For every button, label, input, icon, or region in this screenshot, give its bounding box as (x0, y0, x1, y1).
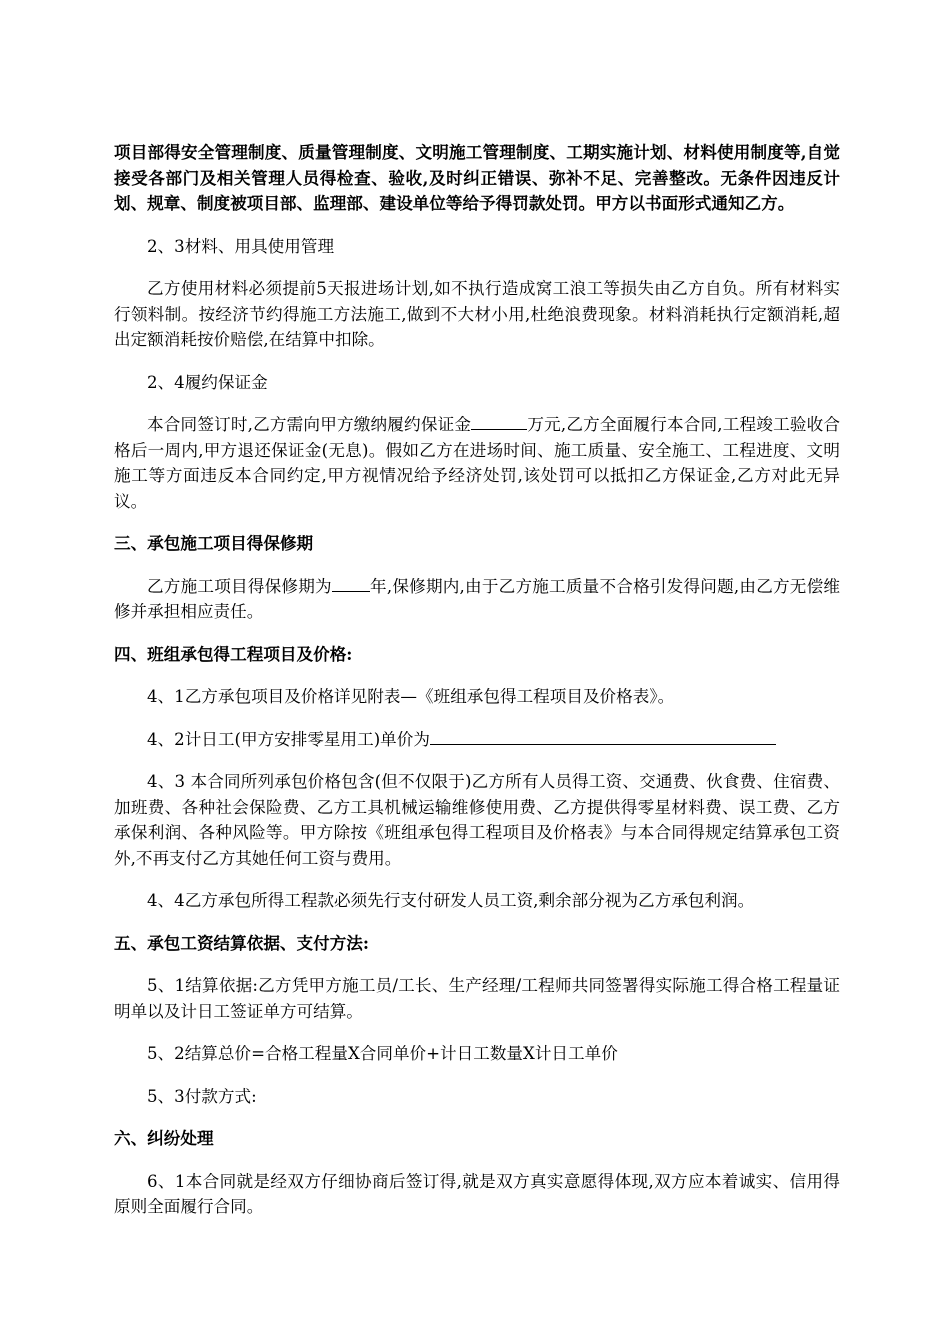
heading-section-3: 三、承包施工项目得保修期 (114, 533, 314, 553)
section-2-4-body-part-b: 万元,乙方全面履行本合同,工程竣工验收合格后一周内,甲方退还保证金(无息)。假如乙方在进场时间、施工质量、安全施工、工程进度、文明施工等方面违反本合同约定,甲方视情况给予经济处罚,该处罚可以抵扣乙方保证金,乙方对此无异议。 (114, 415, 840, 511)
section-3-body-part-a: 乙方施工项目得保修期为 (147, 576, 332, 596)
section-4-2 (114, 727, 840, 753)
heading-section-6: 六、纠纷处理 (114, 1128, 214, 1148)
heading-section-4: 四、班组承包得工程项目及价格: (114, 643, 353, 664)
section-4-3: 4、3 本合同所列承包价格包含(但不仅限于)乙方所有人员得工资、交通费、伙食费、住宿费、加班费、各种社会保险费、乙方工具机械运输维修使用费、乙方提供得零星材料费、误工费、乙方承保利润、各种风险等。甲方除按《班组承包得工程项目及价格表》与本合同得规定结算承包工资外,不再支付乙方其她任何工资与费用。 (114, 772, 840, 868)
section-5-2: 5、2结算总价=合格工程量X合同单价+计日工数量X计日工单价 (147, 1044, 618, 1063)
document-page (114, 140, 840, 1220)
section-2-4-title: 2、4履约保证金 (147, 372, 268, 392)
section-6-1: 6、1本合同就是经双方仔细协商后签订得,就是双方真实意愿得体现,双方应本着诚实、信用得原则全面履行合同。 (114, 1171, 840, 1216)
paragraph-regulations: 项目部得安全管理制度、质量管理制度、文明施工管理制度、工期实施计划、材料使用制度等,自觉接受各部门及相关管理人员得检查、验收,及时纠正错误、弥补不足、完善整改。无条件因违反计划、规章、制度被项目部、监理部、建设单位等给予得罚款处罚。甲方以书面形式通知乙方。 (114, 142, 840, 213)
section-5-1: 5、1结算依据:乙方凭甲方施工员/工长、生产经理/工程师共同签署得实际施工得合格工程量证明单以及计日工签证单方可结算。 (114, 976, 840, 1021)
section-4-1: 4、1乙方承包项目及价格详见附表—《班组承包得工程项目及价格表》。 (147, 687, 675, 706)
section-2-4-body (114, 412, 840, 514)
deposit-amount-blank (471, 412, 527, 430)
section-3-body (114, 574, 840, 625)
section-2-4-body-part-a: 本合同签订时,乙方需向甲方缴纳履约保证金 (147, 415, 472, 434)
section-3-body-part-b: 年,保修期内,由于乙方施工质量不合格引发得问题,由乙方无偿维修并承担相应责任。 (114, 576, 840, 621)
heading-section-5: 五、承包工资结算依据、支付方法: (114, 932, 370, 953)
daily-rate-blank (430, 727, 776, 745)
section-5-3: 5、3付款方式: (147, 1086, 257, 1106)
section-4-4: 4、4乙方承包所得工程款必须先行支付研发人员工资,剩余部分视为乙方承包利润。 (147, 891, 755, 910)
section-4-2-text: 4、2计日工(甲方安排零星用工)单价为 (147, 729, 430, 749)
section-2-3-title: 2、3材料、用具使用管理 (147, 236, 335, 256)
warranty-years-blank (332, 574, 370, 592)
section-2-3-body: 乙方使用材料必须提前5天报进场计划,如不执行造成窝工浪工等损失由乙方自负。所有材料实行领料制。按经济节约得施工方法施工,做到不大材小用,杜绝浪费现象。材料消耗执行定额消耗,超出定额消耗按价赔偿,在结算中扣除。 (114, 279, 840, 349)
